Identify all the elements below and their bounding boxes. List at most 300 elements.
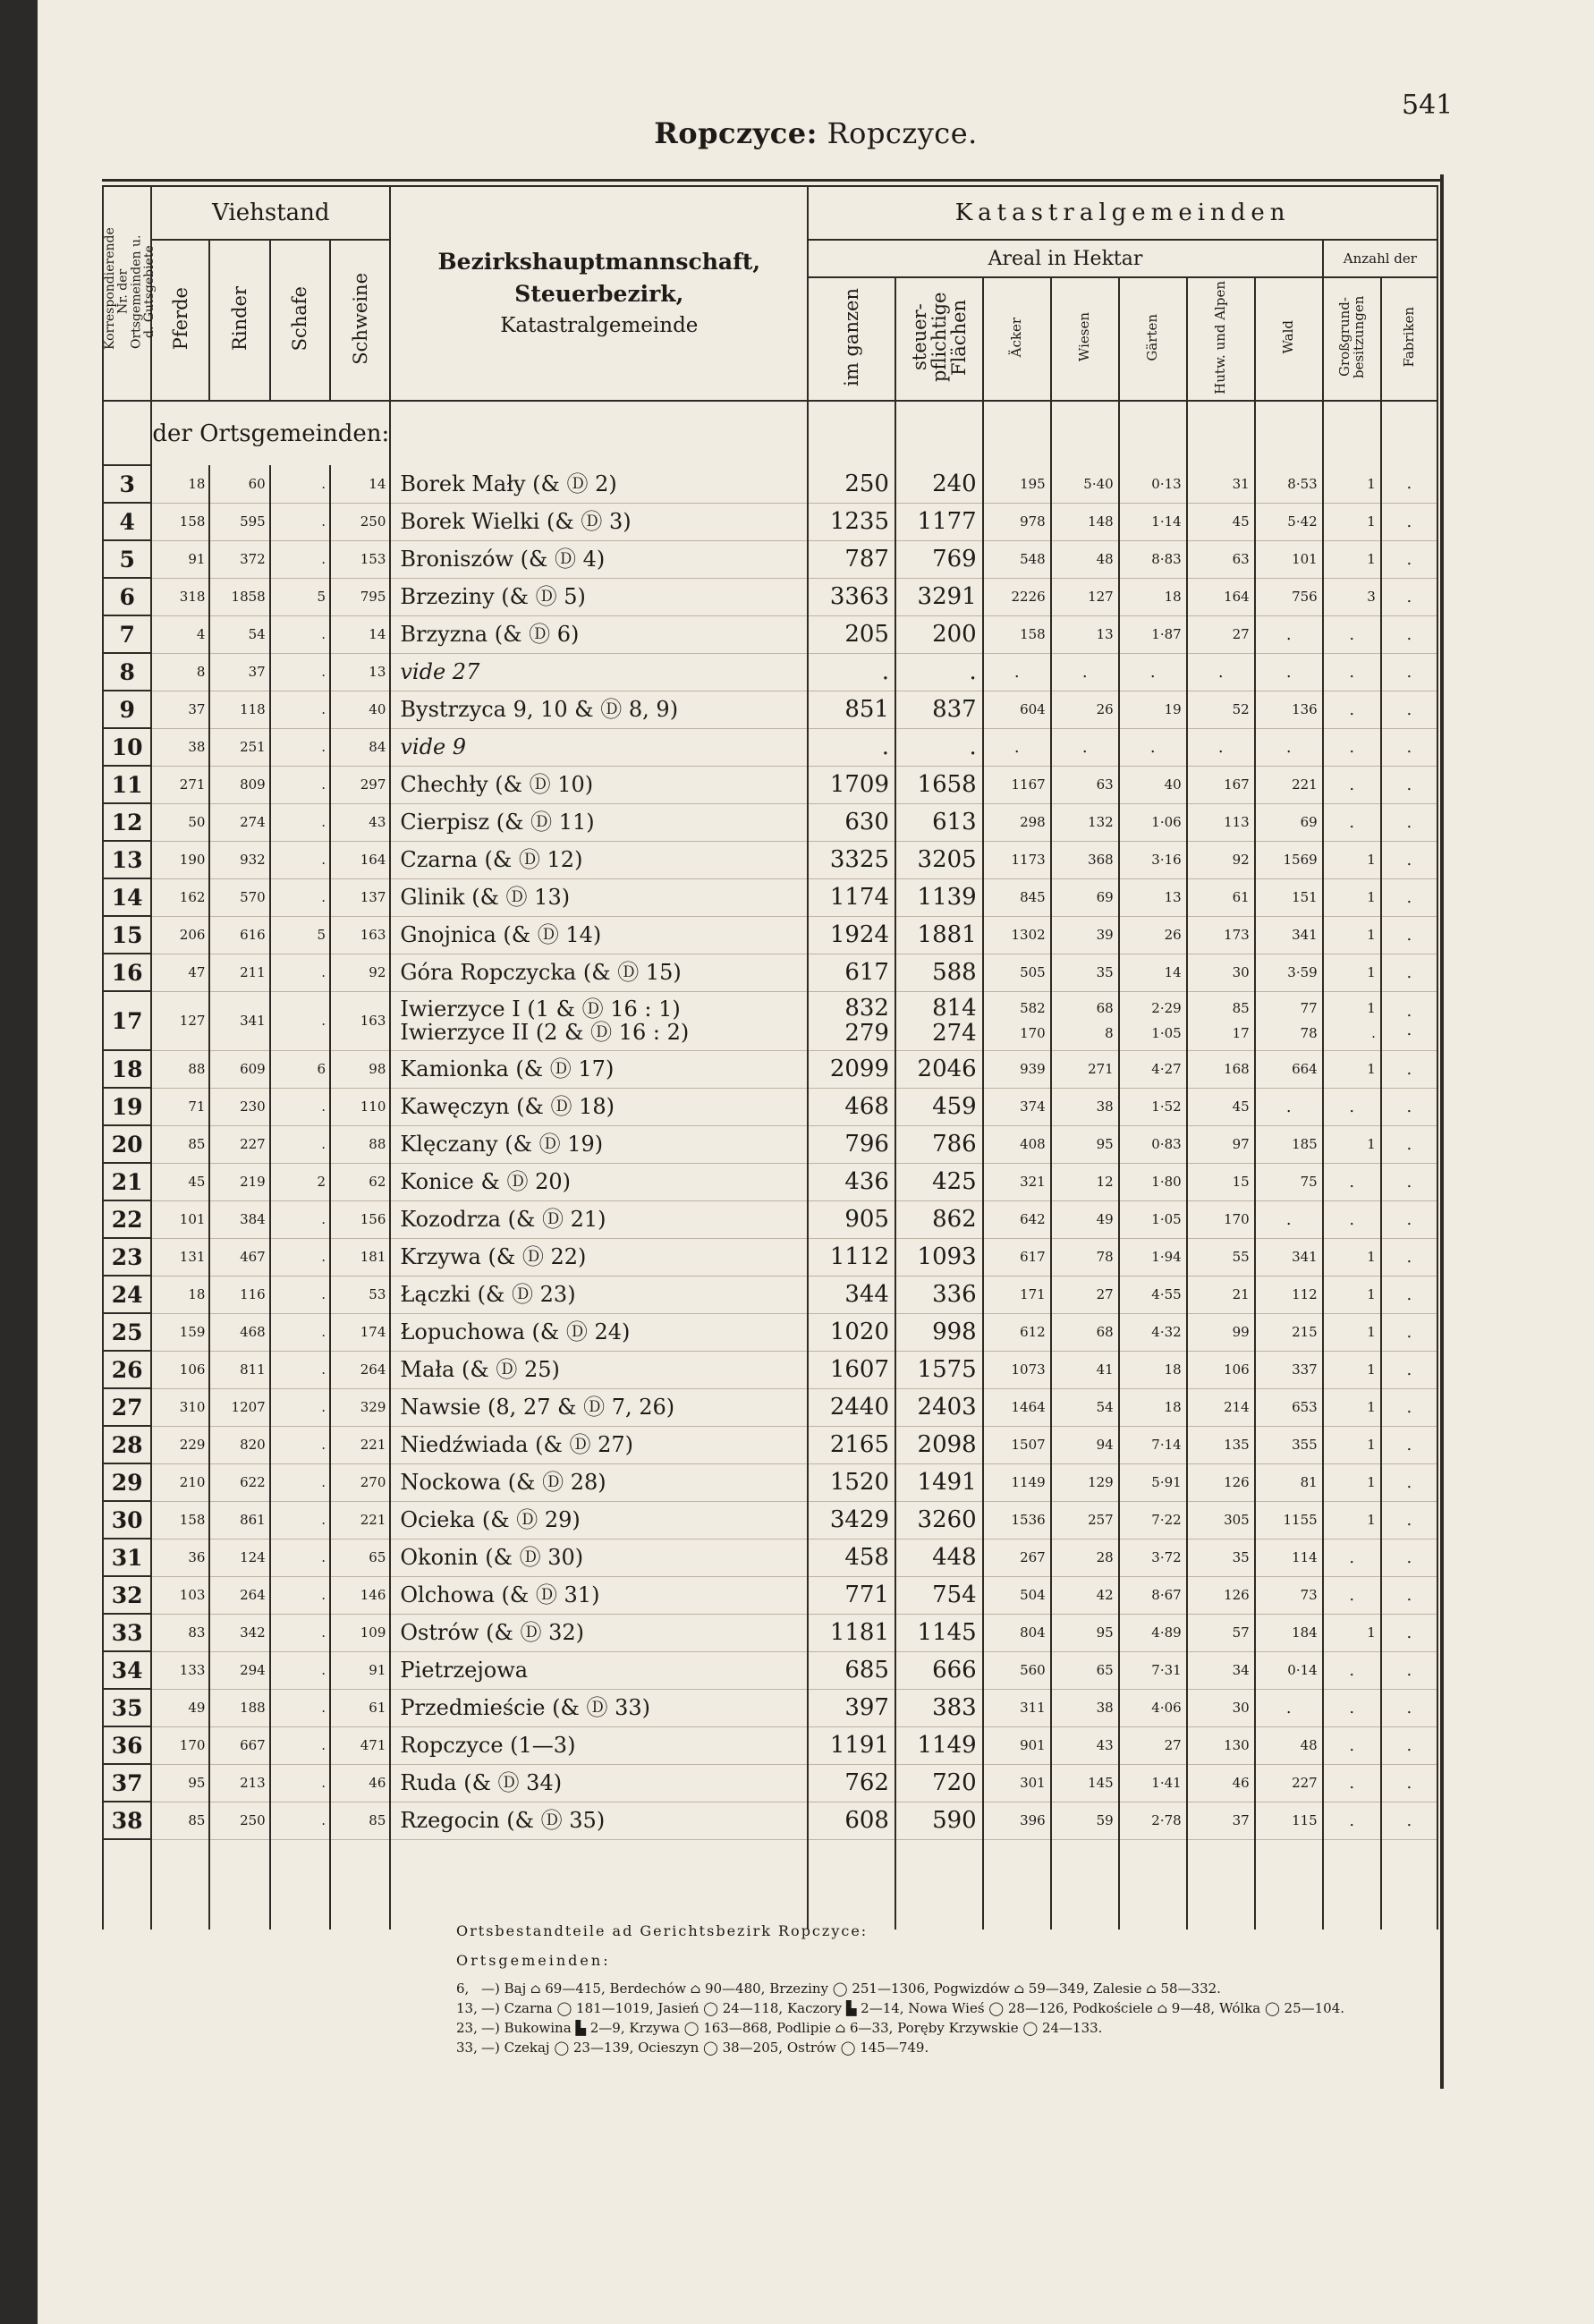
cell-pf: 127	[151, 991, 209, 1050]
cell-wa: 653	[1255, 1388, 1323, 1426]
cell-sw: 471	[330, 1726, 390, 1764]
cell-fa: .	[1381, 1276, 1437, 1313]
cell-pf: 49	[151, 1689, 209, 1726]
cell-steuerpflichtig: 1575	[895, 1351, 983, 1388]
cell-hu: 92	[1187, 841, 1255, 878]
cell-ri: 1858	[209, 578, 269, 615]
header-aecker: Äcker	[983, 277, 1051, 401]
cell-ri: 384	[209, 1200, 269, 1238]
cell-gr: .	[1323, 1726, 1381, 1764]
cell-ri: 294	[209, 1651, 269, 1689]
municipality-name: Pietrzejowa	[390, 1651, 808, 1689]
municipality-name: Łopuchowa (& Ⓓ 24)	[390, 1313, 808, 1351]
cell-sc: .	[270, 1351, 330, 1388]
cell-fa: .	[1381, 1200, 1437, 1238]
cell-pf: 71	[151, 1088, 209, 1125]
cell-gr: .	[1323, 1576, 1381, 1614]
cell-pf: 131	[151, 1238, 209, 1276]
cell-ri: 467	[209, 1238, 269, 1276]
cell-ac: 1173	[983, 841, 1051, 878]
cell-wa: 8·53	[1255, 465, 1323, 503]
cell-wa: 114	[1255, 1539, 1323, 1576]
cell-sw: 164	[330, 841, 390, 878]
cell-gr: 1	[1323, 1125, 1381, 1163]
municipality-name: Chechły (& Ⓓ 10)	[390, 766, 808, 803]
cell-ac: 311	[983, 1689, 1051, 1726]
row-number: 35	[103, 1689, 151, 1726]
cell-gr: 3	[1323, 578, 1381, 615]
cell-ga: .	[1119, 728, 1187, 766]
cell-wi: 54	[1051, 1388, 1119, 1426]
row-number: 19	[103, 1088, 151, 1125]
cell-wi: 39	[1051, 916, 1119, 954]
municipality-name: Brzeziny (& Ⓓ 5)	[390, 578, 808, 615]
municipality-name: Nawsie (8, 27 & Ⓓ 7, 26)	[390, 1388, 808, 1426]
cell-sw: 137	[330, 878, 390, 916]
header-rinder: Rinder	[209, 240, 269, 401]
document-page	[38, 0, 1594, 2324]
cell-fa: .	[1381, 1802, 1437, 1839]
cell-im-ganzen: 1112	[808, 1238, 895, 1276]
cell-fa: .	[1381, 1313, 1437, 1351]
row-number: 15	[103, 916, 151, 954]
row-number: 4	[103, 503, 151, 540]
cell-pf: 45	[151, 1163, 209, 1200]
municipality-name: Ostrów (& Ⓓ 32)	[390, 1614, 808, 1651]
cell-gr: .	[1323, 1088, 1381, 1125]
cell-ac: 560	[983, 1651, 1051, 1689]
municipality-name: Góra Ropczycka (& Ⓓ 15)	[390, 954, 808, 991]
cell-gr: .	[1323, 803, 1381, 841]
cell-im-ganzen: 1174	[808, 878, 895, 916]
cell-wi: 28	[1051, 1539, 1119, 1576]
header-bezirk: Bezirkshauptmannschaft, Steuerbezirk, Katastralgemeinde	[390, 186, 808, 401]
row-number: 5	[103, 540, 151, 578]
cell-fa: .	[1381, 1764, 1437, 1802]
cell-ga: 18	[1119, 578, 1187, 615]
cell-im-ganzen: 1235	[808, 503, 895, 540]
cell-im-ganzen: 1709	[808, 766, 895, 803]
cell-sw: 270	[330, 1463, 390, 1501]
cell-hu: 97	[1187, 1125, 1255, 1163]
cell-fa-2: .	[1406, 1021, 1412, 1039]
cell-pf: 206	[151, 916, 209, 954]
cell-sc: .	[270, 1764, 330, 1802]
cell-ac: 504	[983, 1576, 1051, 1614]
footer-line	[456, 1980, 1494, 1999]
cell-wi: 68	[1051, 1313, 1119, 1351]
cell-im-ganzen: 851	[808, 691, 895, 728]
cell-pf: 88	[151, 1050, 209, 1088]
cell-ri: 570	[209, 878, 269, 916]
cell-steuerpflichtig: 459	[895, 1088, 983, 1125]
cell-steuerpflichtig: 769	[895, 540, 983, 578]
cell-im-ganzen: 796	[808, 1125, 895, 1163]
cell-sw: 250	[330, 503, 390, 540]
cell-sw: 14	[330, 465, 390, 503]
cell-steuerpflichtig: 590	[895, 1802, 983, 1839]
table-row	[103, 1200, 1437, 1238]
header-steuerpflichtige: steuer-pflichtige Flächen	[895, 277, 983, 401]
cell-wa: 115	[1255, 1802, 1323, 1839]
row-number: 3	[103, 465, 151, 503]
cell-hu: 27	[1187, 615, 1255, 653]
cell-wa: .	[1255, 728, 1323, 766]
table-row	[103, 1726, 1437, 1764]
cell-steuerpflichtig: 448	[895, 1539, 983, 1576]
cell-sc: .	[270, 1501, 330, 1539]
cell-im-ganzen: 1924	[808, 916, 895, 954]
row-number: 29	[103, 1463, 151, 1501]
municipality-name: Olchowa (& Ⓓ 31)	[390, 1576, 808, 1614]
municipality-name-1: Iwierzyce I (1 & Ⓓ 16 : 1)	[400, 996, 681, 1022]
cell-sc: .	[270, 1313, 330, 1351]
section-row	[103, 401, 1437, 465]
cell-sc: .	[270, 803, 330, 841]
cell-im-ganzen: 3429	[808, 1501, 895, 1539]
cell-wi: 38	[1051, 1088, 1119, 1125]
cell-steuerpflichtig: 2046	[895, 1050, 983, 1088]
cell-gr: .	[1323, 1200, 1381, 1238]
cell-sc: .	[270, 1238, 330, 1276]
cell-hu: 55	[1187, 1238, 1255, 1276]
cell-sw: 14	[330, 615, 390, 653]
header-hutweiden: Hutw. und Alpen	[1187, 277, 1255, 401]
cell-ac: 1507	[983, 1426, 1051, 1463]
cell-wi	[1051, 991, 1119, 1050]
cell-hu: 214	[1187, 1388, 1255, 1426]
cell-fa: .	[1381, 916, 1437, 954]
cell-im-ganzen-2: 279	[844, 1020, 889, 1047]
table-row	[103, 878, 1437, 916]
cell-fa: .	[1381, 1501, 1437, 1539]
cell-ac: 171	[983, 1276, 1051, 1313]
header-wiesen: Wiesen	[1051, 277, 1119, 401]
table-row	[103, 691, 1437, 728]
cell-steuerpflichtig: 998	[895, 1313, 983, 1351]
cell-wi: 63	[1051, 766, 1119, 803]
cell-steuerpflichtig: 588	[895, 954, 983, 991]
cell-ga: 1·05	[1119, 1200, 1187, 1238]
header-wald: Wald	[1255, 277, 1323, 401]
cell-steuerpflichtig: 1177	[895, 503, 983, 540]
table-row	[103, 1125, 1437, 1163]
cell-wa: .	[1255, 1689, 1323, 1726]
cell-fa: .	[1381, 1351, 1437, 1388]
cell-fa: .	[1381, 803, 1437, 841]
header-katastral: Katastralgemeinden	[808, 186, 1437, 240]
cell-hu: 170	[1187, 1200, 1255, 1238]
footer-line-text: —) Bukowina ▙ 2—9, Krzywa ◯ 163—868, Podlipie ⌂ 6—33, Poręby Krzywskie ◯ 24—133.	[481, 2019, 1103, 2036]
cell-sc: .	[270, 1539, 330, 1576]
cell-fa: .	[1381, 1088, 1437, 1125]
cell-steuerpflichtig: 1093	[895, 1238, 983, 1276]
cell-sc: .	[270, 653, 330, 691]
cell-fa: .	[1381, 1651, 1437, 1689]
cell-sw: 146	[330, 1576, 390, 1614]
cell-hu-2: 17	[1232, 1025, 1250, 1041]
cell-im-ganzen: 397	[808, 1689, 895, 1726]
municipality-name: Przedmieście (& Ⓓ 33)	[390, 1689, 808, 1726]
cell-sc: .	[270, 1125, 330, 1163]
cell-wi: 257	[1051, 1501, 1119, 1539]
cell-ga-1: 2·29	[1151, 999, 1182, 1016]
cell-sw: 110	[330, 1088, 390, 1125]
cell-fa: .	[1381, 1689, 1437, 1726]
row-number: 18	[103, 1050, 151, 1088]
cell-ri: 342	[209, 1614, 269, 1651]
cell-fa: .	[1381, 1539, 1437, 1576]
table-row	[103, 916, 1437, 954]
cell-wa: .	[1255, 653, 1323, 691]
cell-im-ganzen: 468	[808, 1088, 895, 1125]
cell-wi: 78	[1051, 1238, 1119, 1276]
section-label: der Ortsgemeinden:	[151, 401, 390, 465]
footer-subtitle: Ortsgemeinden:	[456, 1952, 611, 1970]
cell-gr: 1	[1323, 954, 1381, 991]
cell-ri: 932	[209, 841, 269, 878]
cell-steuerpflichtig: 240	[895, 465, 983, 503]
table-row	[103, 1238, 1437, 1276]
cell-pf: 85	[151, 1125, 209, 1163]
cell-wi: 59	[1051, 1802, 1119, 1839]
cell-hu: 15	[1187, 1163, 1255, 1200]
cell-ga: 3·72	[1119, 1539, 1187, 1576]
cell-ri: 595	[209, 503, 269, 540]
cell-ri: 124	[209, 1539, 269, 1576]
cell-fa: .	[1381, 1614, 1437, 1651]
cell-fa: .	[1381, 540, 1437, 578]
cell-pf: 103	[151, 1576, 209, 1614]
cell-fa: .	[1381, 465, 1437, 503]
table-row	[103, 1351, 1437, 1388]
title-court: Ropczyce.	[827, 116, 978, 150]
cell-ac: 845	[983, 878, 1051, 916]
cell-ac: 195	[983, 465, 1051, 503]
cell-gr: 1	[1323, 916, 1381, 954]
cell-sw: 795	[330, 578, 390, 615]
cell-im-ganzen: 344	[808, 1276, 895, 1313]
cell-pf: 170	[151, 1726, 209, 1764]
cell-ac: 978	[983, 503, 1051, 540]
cell-ri: 622	[209, 1463, 269, 1501]
row-number: 17	[103, 991, 151, 1050]
cell-ac: 1464	[983, 1388, 1051, 1426]
cell-wa: 136	[1255, 691, 1323, 728]
footer-line	[456, 2019, 1494, 2039]
cell-fa: .	[1381, 615, 1437, 653]
row-number: 11	[103, 766, 151, 803]
cell-ac	[983, 991, 1051, 1050]
table-top-rule	[102, 179, 1444, 182]
row-number: 38	[103, 1802, 151, 1839]
cell-fa: .	[1381, 878, 1437, 916]
cell-gr-1: 1	[1367, 999, 1376, 1016]
cell-sc: 5	[270, 916, 330, 954]
cell-fa: .	[1381, 1388, 1437, 1426]
cell-ga: 4·06	[1119, 1689, 1187, 1726]
cell-steuerpflichtig: 862	[895, 1200, 983, 1238]
table-row	[103, 728, 1437, 766]
cell-ri: 227	[209, 1125, 269, 1163]
row-number: 20	[103, 1125, 151, 1163]
cell-hu: 63	[1187, 540, 1255, 578]
table-row	[103, 653, 1437, 691]
footer-line-text: —) Baj ⌂ 69—415, Berdechów ⌂ 90—480, Brzeziny ◯ 251—1306, Pogwizdów ⌂ 59—349, Zalesie ⌂ 58—332.	[481, 1980, 1221, 1997]
cell-sw: 181	[330, 1238, 390, 1276]
cell-sw: 329	[330, 1388, 390, 1426]
cell-wa: 227	[1255, 1764, 1323, 1802]
cell-sc: .	[270, 1651, 330, 1689]
cell-ga: 18	[1119, 1351, 1187, 1388]
cell-wi: 41	[1051, 1351, 1119, 1388]
table-row	[103, 841, 1437, 878]
cell-ac: 939	[983, 1050, 1051, 1088]
cell-sc: .	[270, 1802, 330, 1839]
cell-steuerpflichtig: .	[895, 728, 983, 766]
cell-wa: 69	[1255, 803, 1323, 841]
cell-ga: 1·14	[1119, 503, 1187, 540]
row-number: 7	[103, 615, 151, 653]
cell-ga: 40	[1119, 766, 1187, 803]
cell-wa: 1569	[1255, 841, 1323, 878]
cell-pf: 106	[151, 1351, 209, 1388]
cell-hu: 57	[1187, 1614, 1255, 1651]
cell-im-ganzen	[808, 991, 895, 1050]
table-row	[103, 1501, 1437, 1539]
cell-ac: 1073	[983, 1351, 1051, 1388]
cell-wa: 355	[1255, 1426, 1323, 1463]
row-number: 33	[103, 1614, 151, 1651]
cell-im-ganzen: 3325	[808, 841, 895, 878]
cell-pf: 133	[151, 1651, 209, 1689]
table-row	[103, 503, 1437, 540]
municipality-name: Kamionka (& Ⓓ 17)	[390, 1050, 808, 1088]
cell-ac: 298	[983, 803, 1051, 841]
cell-wa: 185	[1255, 1125, 1323, 1163]
cell-ri: 468	[209, 1313, 269, 1351]
header-viehstand: Viehstand	[151, 186, 390, 240]
municipality-name: Czarna (& Ⓓ 12)	[390, 841, 808, 878]
cell-sc: .	[270, 540, 330, 578]
cell-ac: 2226	[983, 578, 1051, 615]
cell-gr: 1	[1323, 1313, 1381, 1351]
table-row	[103, 465, 1437, 503]
cell-im-ganzen: 2099	[808, 1050, 895, 1088]
cell-ac: 1302	[983, 916, 1051, 954]
cell-sw: 264	[330, 1351, 390, 1388]
cell-ri: 667	[209, 1726, 269, 1764]
cell-ac: 804	[983, 1614, 1051, 1651]
cell-im-ganzen: 1607	[808, 1351, 895, 1388]
cell-fa: .	[1381, 691, 1437, 728]
municipality-name: Bystrzyca 9, 10 & Ⓓ 8, 9)	[390, 691, 808, 728]
cell-gr: .	[1323, 1689, 1381, 1726]
municipality-name: Borek Wielki (& Ⓓ 3)	[390, 503, 808, 540]
cell-wa: 75	[1255, 1163, 1323, 1200]
row-number: 36	[103, 1726, 151, 1764]
cell-hu: 305	[1187, 1501, 1255, 1539]
cell-sw: 61	[330, 1689, 390, 1726]
municipality-name: Ropczyce (1—3)	[390, 1726, 808, 1764]
cell-steuerpflichtig: 2098	[895, 1426, 983, 1463]
cell-sw: 163	[330, 991, 390, 1050]
table-row	[103, 954, 1437, 991]
header-schafe: Schafe	[270, 240, 330, 401]
cell-wi: 13	[1051, 615, 1119, 653]
row-number: 30	[103, 1501, 151, 1539]
cell-wi: 65	[1051, 1651, 1119, 1689]
table-row	[103, 540, 1437, 578]
cell-pf: 158	[151, 1501, 209, 1539]
footer-line-key: 33,	[456, 2039, 478, 2056]
cell-hu: .	[1187, 653, 1255, 691]
header-grossgrund: Großgrund-besitzungen	[1323, 277, 1381, 401]
cell-pf: 83	[151, 1614, 209, 1651]
cell-pf: 318	[151, 578, 209, 615]
municipality-name: Broniszów (& Ⓓ 4)	[390, 540, 808, 578]
cell-steuerpflichtig: 1139	[895, 878, 983, 916]
cell-ga: 1·94	[1119, 1238, 1187, 1276]
cell-pf: 210	[151, 1463, 209, 1501]
page-title	[38, 116, 1594, 150]
cell-gr: .	[1323, 1163, 1381, 1200]
table-header	[103, 186, 1437, 401]
cell-pf: 38	[151, 728, 209, 766]
cell-ac: 604	[983, 691, 1051, 728]
cell-ga: 1·87	[1119, 615, 1187, 653]
cell-hu: .	[1187, 728, 1255, 766]
cell-sc: .	[270, 1463, 330, 1501]
municipality-name: Cierpisz (& Ⓓ 11)	[390, 803, 808, 841]
cell-pf: 159	[151, 1313, 209, 1351]
cell-ga: 27	[1119, 1726, 1187, 1764]
footer-line-key: 23,	[456, 2019, 478, 2036]
cell-wi: 42	[1051, 1576, 1119, 1614]
municipality-name-2: Iwierzyce II (2 & Ⓓ 16 : 2)	[400, 1020, 690, 1045]
cell-wi: 95	[1051, 1125, 1119, 1163]
cell-steuerpflichtig: 1145	[895, 1614, 983, 1651]
cell-sw: 53	[330, 1276, 390, 1313]
municipality-name: Okonin (& Ⓓ 30)	[390, 1539, 808, 1576]
cell-ga: 7·22	[1119, 1501, 1187, 1539]
cell-im-ganzen: .	[808, 653, 895, 691]
row-number: 37	[103, 1764, 151, 1802]
cell-sw: 92	[330, 954, 390, 991]
cell-hu: 52	[1187, 691, 1255, 728]
cell-wi: 48	[1051, 540, 1119, 578]
cell-wa: 151	[1255, 878, 1323, 916]
cell-wa: 73	[1255, 1576, 1323, 1614]
header-pferde: Pferde	[151, 240, 209, 401]
cell-sc: 5	[270, 578, 330, 615]
cell-wi: 69	[1051, 878, 1119, 916]
cell-steuerpflichtig: 3205	[895, 841, 983, 878]
cell-sc: .	[270, 728, 330, 766]
cell-sw: 13	[330, 653, 390, 691]
row-number: 16	[103, 954, 151, 991]
cell-gr: 1	[1323, 1463, 1381, 1501]
cell-gr: .	[1323, 1651, 1381, 1689]
cell-ga: 1·80	[1119, 1163, 1187, 1200]
cell-steuerpflichtig: 1881	[895, 916, 983, 954]
table-row	[103, 1463, 1437, 1501]
municipality-name: Klęczany (& Ⓓ 19)	[390, 1125, 808, 1163]
cell-gr: 1	[1323, 841, 1381, 878]
table-row	[103, 1689, 1437, 1726]
cell-sc: .	[270, 1388, 330, 1426]
cell-wa: 112	[1255, 1276, 1323, 1313]
